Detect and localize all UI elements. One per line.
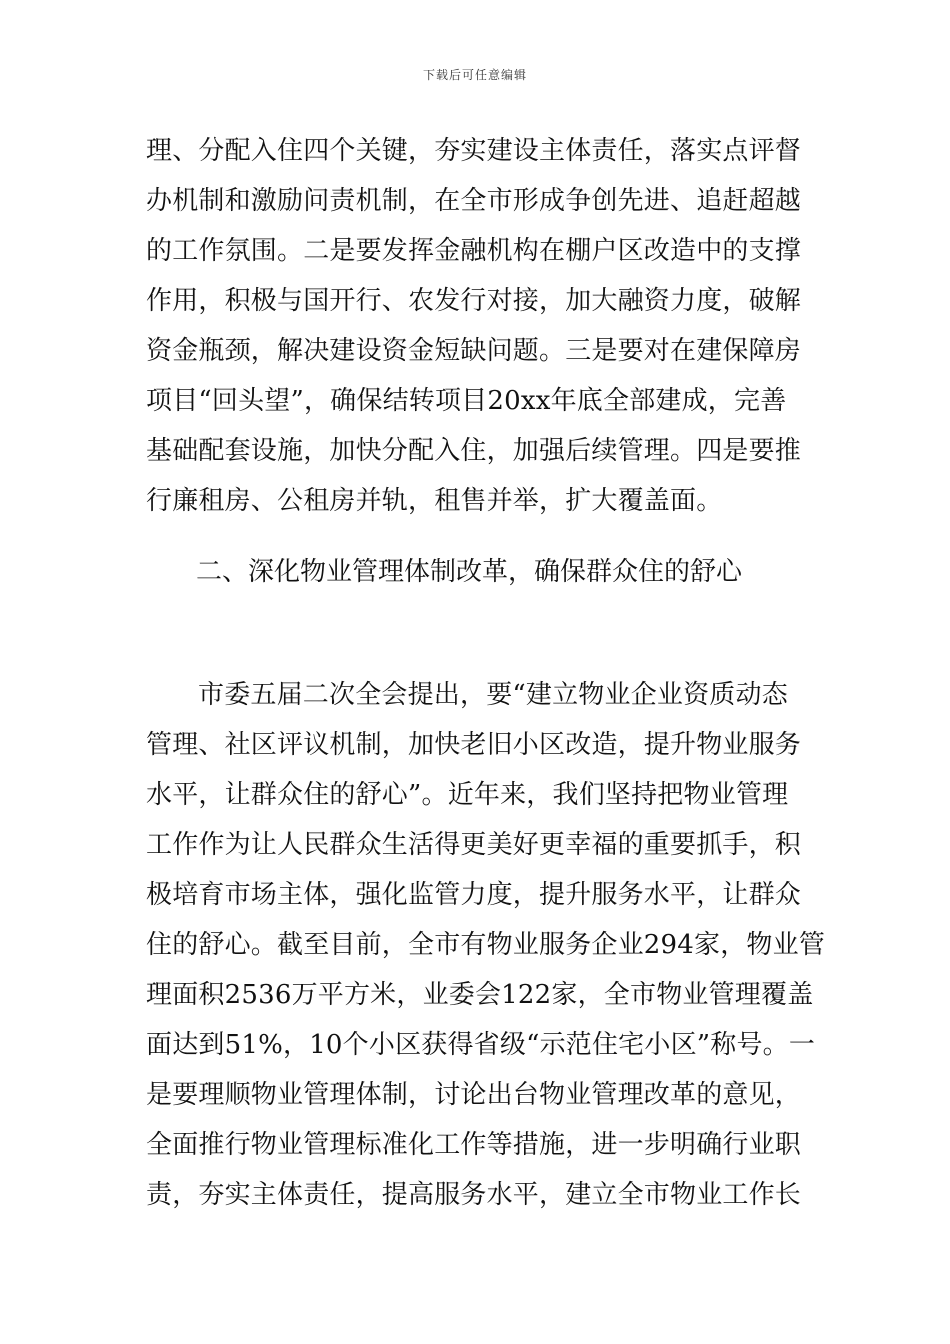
paragraph-line: 住的舒心。截至目前，全市有物业服务企业294家，物业管 <box>146 930 826 960</box>
paragraph-1 <box>146 126 811 526</box>
paragraph-line: 水平，让群众住的舒心”。近年来，我们坚持把物业管理 <box>146 780 789 810</box>
paragraph-line: 管理、社区评议机制，加快老旧小区改造，提升物业服务 <box>146 730 802 760</box>
paragraph-line: 理、分配入住四个关键，夯实建设主体责任，落实点评督 <box>146 136 802 166</box>
paragraph-line: 项目“回头望”，确保结转项目20xx年底全部建成，完善 <box>146 386 787 416</box>
paragraph-line: 极培育市场主体，强化监管力度，提升服务水平，让群众 <box>146 880 802 910</box>
paragraph-line: 的工作氛围。二是要发挥金融机构在棚户区改造中的支撑 <box>146 236 802 266</box>
paragraph-line: 办机制和激励问责机制，在全市形成争创先进、追赶超越 <box>146 186 802 216</box>
paragraph-line: 市委五届二次全会提出，要“建立物业企业资质动态 <box>198 680 788 710</box>
paragraph-line: 工作作为让人民群众生活得更美好更幸福的重要抓手，积 <box>146 830 802 860</box>
paragraph-line: 资金瓶颈，解决建设资金短缺问题。三是要对在建保障房 <box>146 336 802 366</box>
header-note: 下载后可任意编辑 <box>422 68 527 82</box>
paragraph-line: 责，夯实主体责任，提高服务水平，建立全市物业工作长 <box>146 1180 802 1210</box>
paragraph-line: 基础配套设施，加快分配入住，加强后续管理。四是要推 <box>146 436 802 466</box>
paragraph-2 <box>146 670 826 1220</box>
paragraph-line: 理面积2536万平方米，业委会122家，全市物业管理覆盖 <box>146 980 814 1010</box>
section-heading: 二、深化物业管理体制改革，确保群众住的舒心 <box>196 557 743 587</box>
paragraph-line: 面达到51%，10个小区获得省级“示范住宅小区”称号。一 <box>146 1030 816 1060</box>
paragraph-line: 全面推行物业管理标准化工作等措施，进一步明确行业职 <box>146 1130 802 1160</box>
paragraph-line: 作用，积极与国开行、农发行对接，加大融资力度，破解 <box>146 286 802 316</box>
paragraph-line: 行廉租房、公租房并轨，租售并举，扩大覆盖面。 <box>146 486 723 516</box>
paragraph-line: 是要理顺物业管理体制，讨论出台物业管理改革的意见， <box>146 1080 802 1110</box>
